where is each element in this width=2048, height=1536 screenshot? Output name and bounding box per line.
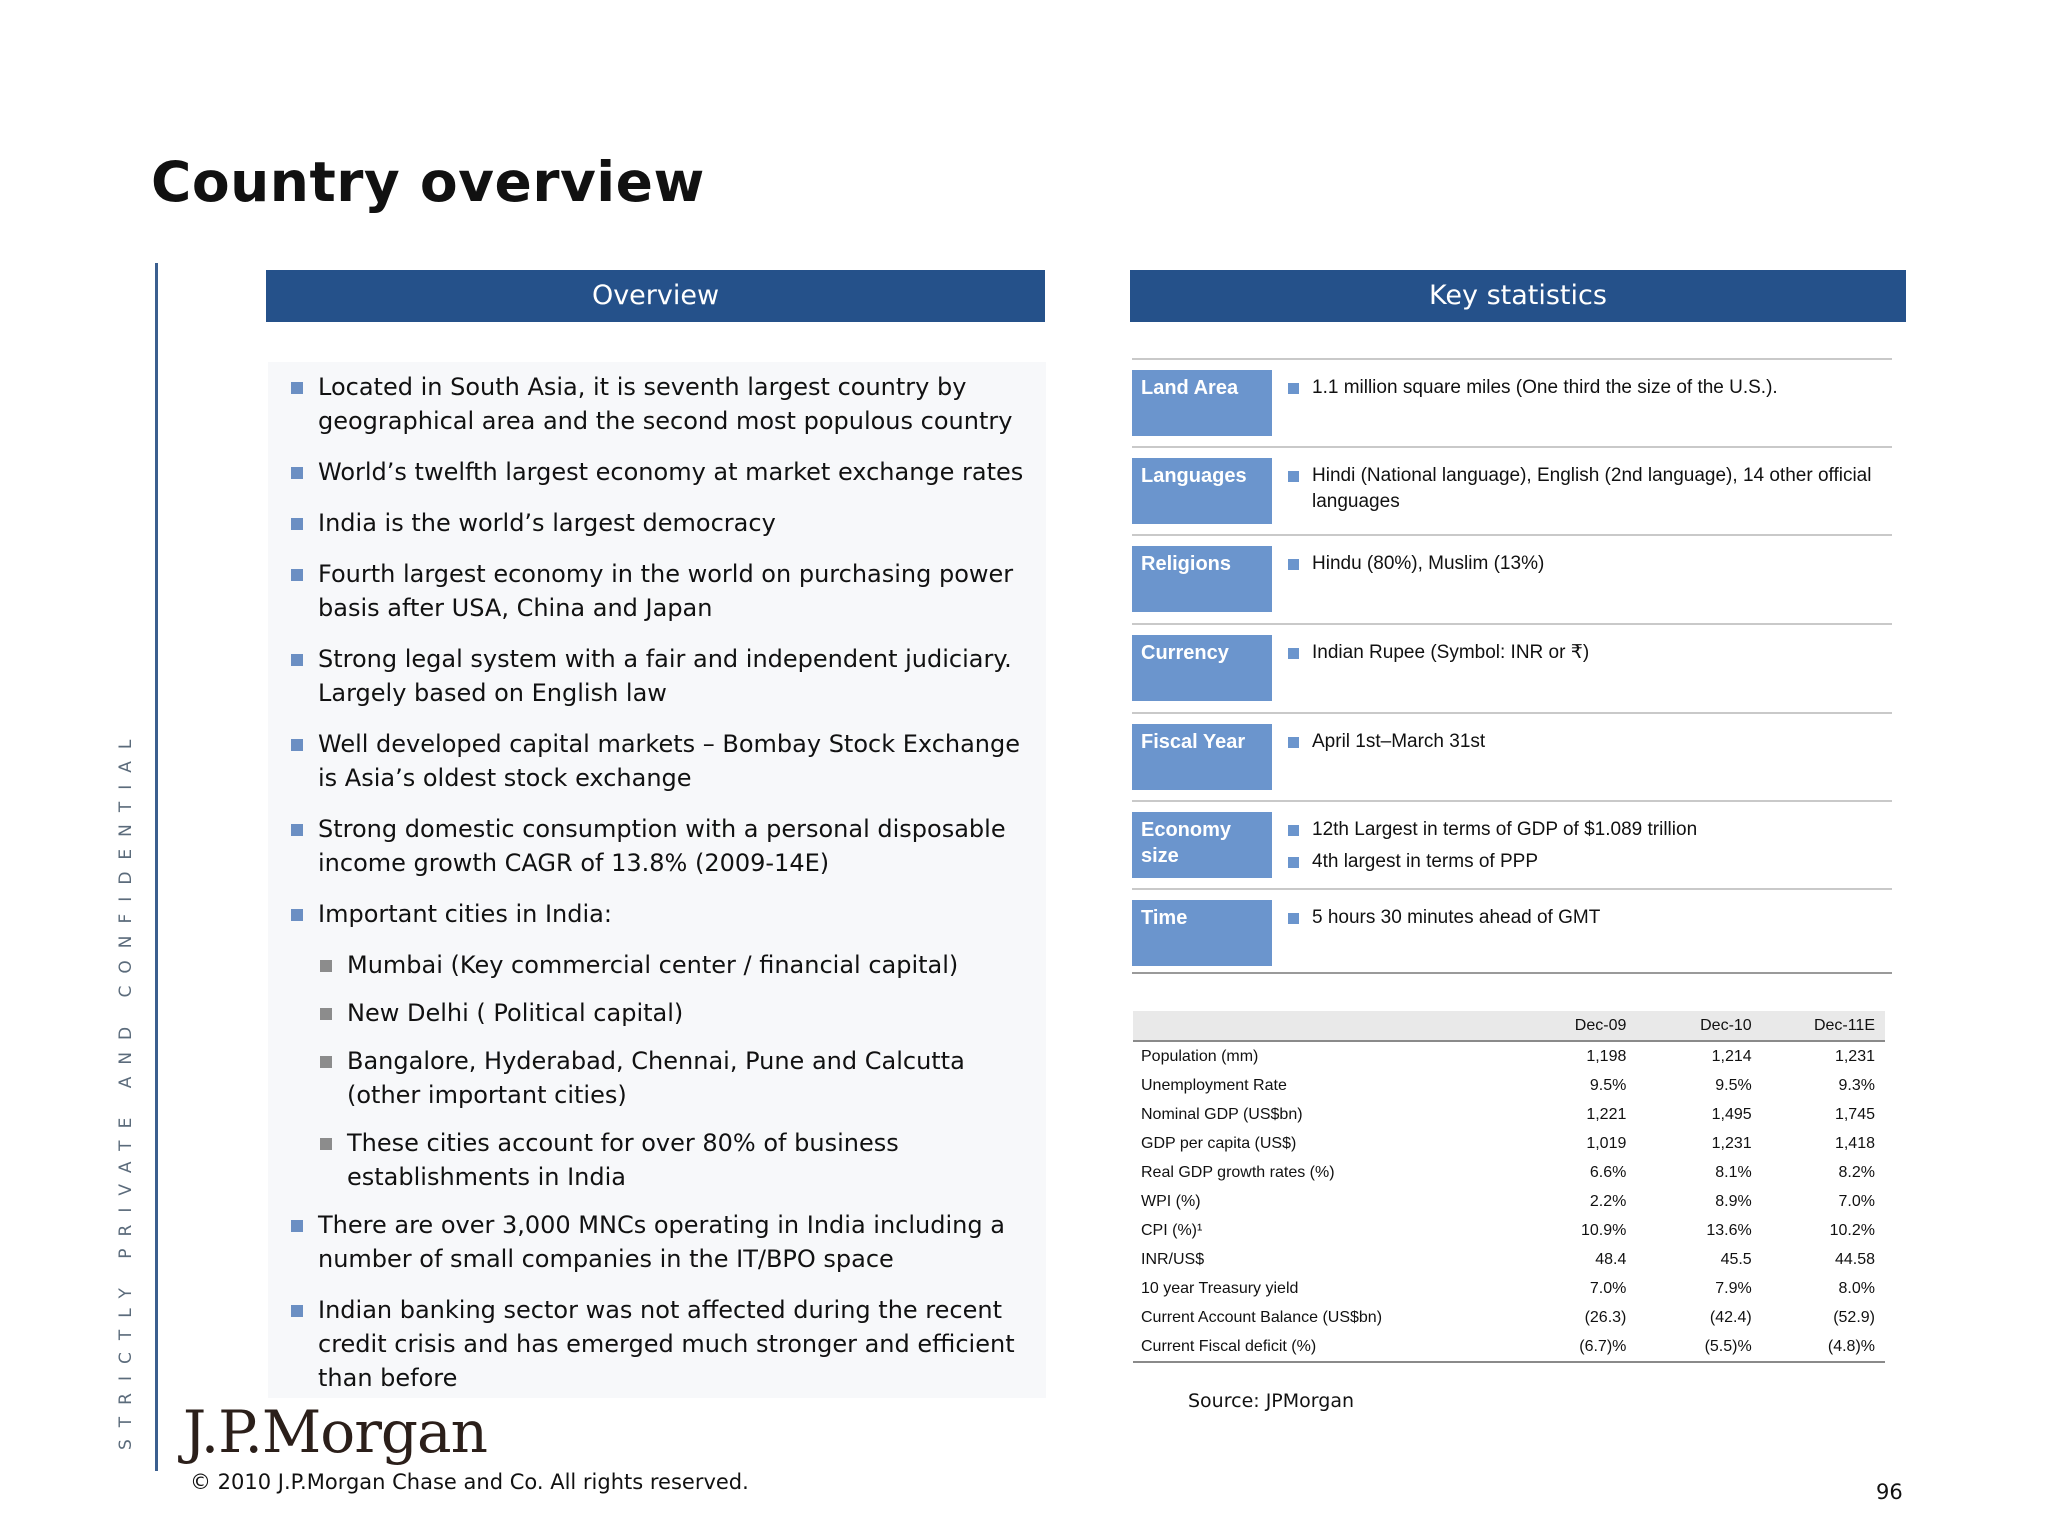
table-cell: 1,745 xyxy=(1834,1105,1875,1123)
economic-indicators-table xyxy=(1133,1011,1885,1363)
square-bullet-icon xyxy=(291,824,303,836)
stat-row xyxy=(1132,446,1892,536)
stat-values xyxy=(1282,905,1882,937)
overview-bullet-text: World’s twelfth largest economy at market exchange rates xyxy=(318,458,1024,486)
table-row-label: INR/US$ xyxy=(1141,1250,1205,1268)
table-row xyxy=(1133,1216,1885,1245)
stat-value-text: April 1st–March 31st xyxy=(1312,731,1486,752)
table-row xyxy=(1133,1041,1885,1071)
overview-header: Overview xyxy=(266,270,1045,322)
stat-label: Languages xyxy=(1132,458,1272,524)
stat-label: Religions xyxy=(1132,546,1272,612)
overview-bullet-list xyxy=(288,370,1038,1412)
table-column-header: Dec-10 xyxy=(1636,1011,1761,1041)
table-cell: 1,231 xyxy=(1834,1047,1875,1065)
stat-label: Time xyxy=(1132,900,1272,966)
stat-values xyxy=(1282,551,1882,583)
square-bullet-icon xyxy=(291,467,303,479)
square-bullet-icon xyxy=(320,1138,332,1150)
square-bullet-icon xyxy=(1288,737,1299,748)
square-bullet-icon xyxy=(291,739,303,751)
overview-bullet-text: India is the world’s largest democracy xyxy=(318,509,776,537)
square-bullet-icon xyxy=(291,909,303,921)
table-row-label: WPI (%) xyxy=(1141,1192,1201,1210)
stat-value xyxy=(1282,729,1882,755)
square-bullet-icon xyxy=(1288,471,1299,482)
stat-value xyxy=(1282,463,1882,515)
table-cell: 45.5 xyxy=(1720,1250,1752,1268)
table-cell: 1,221 xyxy=(1586,1105,1627,1123)
stat-value xyxy=(1282,375,1882,401)
stat-value xyxy=(1282,640,1882,666)
overview-bullet xyxy=(288,812,1038,880)
stat-row xyxy=(1132,623,1892,713)
table-cell: (6.7)% xyxy=(1523,1332,1636,1362)
table-row xyxy=(1133,1129,1885,1158)
overview-bullet-text: Indian banking sector was not affected during the recent credit crisis and has emerged much stronger and efficient than before xyxy=(318,1296,1015,1392)
confidentiality-label: STRICTLY PRIVATE AND CONFIDENTIAL xyxy=(116,727,136,1450)
overview-sub-bullet xyxy=(288,1126,1038,1194)
table-cell: 9.5% xyxy=(1715,1076,1752,1094)
source-note: Source: JPMorgan xyxy=(1188,1390,1354,1412)
left-vertical-rule xyxy=(155,263,158,1471)
stat-value xyxy=(1282,905,1882,931)
overview-bullet-text: Important cities in India: xyxy=(318,900,612,928)
stat-values xyxy=(1282,729,1882,761)
table-cell: 1,418 xyxy=(1834,1134,1875,1152)
stat-value-text: Hindu (80%), Muslim (13%) xyxy=(1312,553,1545,574)
square-bullet-icon xyxy=(291,518,303,530)
table-body xyxy=(1133,1041,1885,1362)
stat-row xyxy=(1132,358,1892,448)
table-cell: 7.0% xyxy=(1838,1192,1875,1210)
stat-values xyxy=(1282,375,1882,407)
table-row-label: Real GDP growth rates (%) xyxy=(1141,1163,1335,1181)
stats-bottom-rule xyxy=(1132,972,1892,974)
square-bullet-icon xyxy=(291,569,303,581)
table-cell: 8.9% xyxy=(1715,1192,1752,1210)
square-bullet-icon xyxy=(1288,648,1299,659)
table-row-label: Unemployment Rate xyxy=(1141,1076,1287,1094)
table-row xyxy=(1133,1187,1885,1216)
table-cell: 7.9% xyxy=(1715,1279,1752,1297)
overview-bullet xyxy=(288,897,1038,931)
table-cell: (26.3) xyxy=(1584,1308,1627,1326)
table-cell: 8.0% xyxy=(1838,1279,1875,1297)
table-cell: (42.4) xyxy=(1709,1308,1752,1326)
table-cell: 1,495 xyxy=(1711,1105,1752,1123)
table-cell: 13.6% xyxy=(1706,1221,1752,1239)
square-bullet-icon xyxy=(320,1008,332,1020)
table-row-label: Nominal GDP (US$bn) xyxy=(1141,1105,1303,1123)
overview-bullet-text: Strong legal system with a fair and independent judiciary. Largely based on English law xyxy=(318,645,1012,707)
overview-bullet xyxy=(288,370,1038,438)
overview-bullet-text: Bangalore, Hyderabad, Chennai, Pune and Calcutta (other important cities) xyxy=(347,1047,965,1109)
table-row-label: CPI (%)¹ xyxy=(1141,1221,1203,1239)
stat-value xyxy=(1282,849,1882,875)
copyright-notice: © 2010 J.P.Morgan Chase and Co. All rights reserved. xyxy=(190,1470,749,1494)
table-cell: 1,198 xyxy=(1586,1047,1627,1065)
square-bullet-icon xyxy=(1288,913,1299,924)
overview-sub-bullet xyxy=(288,1044,1038,1112)
overview-bullet-text: Fourth largest economy in the world on purchasing power basis after USA, China and Japan xyxy=(318,560,1014,622)
overview-bullet-text: These cities account for over 80% of business establishments in India xyxy=(347,1129,899,1191)
table-cell: 9.5% xyxy=(1589,1076,1627,1094)
overview-bullet xyxy=(288,1293,1038,1395)
stat-value-text: 1.1 million square miles (One third the size of the U.S.). xyxy=(1312,377,1778,398)
table-row-label: Current Fiscal deficit (%) xyxy=(1133,1332,1523,1362)
table-column-header: Dec-11E xyxy=(1762,1011,1885,1041)
overview-bullet xyxy=(288,642,1038,710)
stat-label: Economy size xyxy=(1132,812,1272,878)
square-bullet-icon xyxy=(1288,825,1299,836)
stat-row xyxy=(1132,712,1892,802)
square-bullet-icon xyxy=(320,1056,332,1068)
stat-label: Land Area xyxy=(1132,370,1272,436)
overview-panel xyxy=(268,362,1046,1398)
square-bullet-icon xyxy=(291,654,303,666)
table-row xyxy=(1133,1274,1885,1303)
table-row xyxy=(1133,1100,1885,1129)
overview-bullet-text: Strong domestic consumption with a personal disposable income growth CAGR of 13.8% (2009-14E) xyxy=(318,815,1006,877)
overview-bullet-text: Located in South Asia, it is seventh largest country by geographical area and the second most populous country xyxy=(318,373,1013,435)
overview-bullet xyxy=(288,455,1038,489)
table-cell: (52.9) xyxy=(1833,1308,1875,1326)
table-cell: (4.8)% xyxy=(1762,1332,1885,1362)
overview-sub-bullet xyxy=(288,948,1038,982)
overview-bullet xyxy=(288,506,1038,540)
square-bullet-icon xyxy=(291,382,303,394)
table-cell: 6.6% xyxy=(1589,1163,1627,1181)
overview-bullet-text: There are over 3,000 MNCs operating in India including a number of small companies in the IT/BPO space xyxy=(318,1211,1005,1273)
table-cell: 1,019 xyxy=(1586,1134,1627,1152)
table-row xyxy=(1133,1071,1885,1100)
table-row-label: Current Account Balance (US$bn) xyxy=(1141,1308,1383,1326)
table-cell: 1,231 xyxy=(1711,1134,1752,1152)
square-bullet-icon xyxy=(1288,857,1299,868)
square-bullet-icon xyxy=(320,960,332,972)
table-row xyxy=(1133,1245,1885,1274)
stat-value-text: 4th largest in terms of PPP xyxy=(1312,851,1538,872)
table-cell: 48.4 xyxy=(1595,1250,1627,1268)
stat-value xyxy=(1282,551,1882,577)
page-number: 96 xyxy=(1876,1480,1903,1504)
table-cell: 44.58 xyxy=(1834,1250,1875,1268)
overview-bullet-text: Mumbai (Key commercial center / financial capital) xyxy=(347,951,959,979)
overview-bullet-text: New Delhi ( Political capital) xyxy=(347,999,684,1027)
stat-label: Fiscal Year xyxy=(1132,724,1272,790)
table-row-label: 10 year Treasury yield xyxy=(1141,1279,1299,1297)
stat-values xyxy=(1282,817,1882,881)
stat-label: Currency xyxy=(1132,635,1272,701)
stat-value xyxy=(1282,817,1882,843)
stat-values xyxy=(1282,463,1882,521)
page-title: Country overview xyxy=(151,150,705,214)
stat-value-text: Hindi (National language), English (2nd language), 14 other official languages xyxy=(1312,465,1872,512)
overview-bullet xyxy=(288,557,1038,625)
table-cell: 1,214 xyxy=(1711,1047,1752,1065)
table-row-label: Population (mm) xyxy=(1141,1047,1259,1065)
overview-bullet xyxy=(288,727,1038,795)
overview-bullet-text: Well developed capital markets – Bombay Stock Exchange is Asia’s oldest stock exchange xyxy=(318,730,1021,792)
table-row xyxy=(1133,1158,1885,1187)
table-cell: 9.3% xyxy=(1838,1076,1875,1094)
table-corner-header xyxy=(1133,1011,1523,1041)
stat-row xyxy=(1132,888,1892,978)
stat-value-text: 5 hours 30 minutes ahead of GMT xyxy=(1312,907,1601,928)
table-cell: (5.5)% xyxy=(1636,1332,1761,1362)
stat-values xyxy=(1282,640,1882,672)
table-header-row xyxy=(1133,1011,1885,1041)
table-cell: 8.1% xyxy=(1715,1163,1752,1181)
stat-row xyxy=(1132,800,1892,890)
square-bullet-icon xyxy=(291,1220,303,1232)
table-cell: 10.2% xyxy=(1829,1221,1875,1239)
key-statistics-header: Key statistics xyxy=(1130,270,1906,322)
square-bullet-icon xyxy=(1288,383,1299,394)
stat-value-text: Indian Rupee (Symbol: INR or ₹) xyxy=(1312,642,1590,663)
overview-sub-bullet xyxy=(288,996,1038,1030)
table-cell: 8.2% xyxy=(1838,1163,1875,1181)
table-cell: 10.9% xyxy=(1581,1221,1627,1239)
table-cell: 7.0% xyxy=(1589,1279,1627,1297)
table-row xyxy=(1133,1303,1885,1332)
overview-bullet xyxy=(288,1208,1038,1276)
table-row xyxy=(1133,1332,1885,1362)
square-bullet-icon xyxy=(291,1305,303,1317)
table-row-label: GDP per capita (US$) xyxy=(1141,1134,1297,1152)
square-bullet-icon xyxy=(1288,559,1299,570)
table-column-header: Dec-09 xyxy=(1523,1011,1636,1041)
table-cell: 2.2% xyxy=(1589,1192,1627,1210)
stat-value-text: 12th Largest in terms of GDP of $1.089 trillion xyxy=(1312,819,1698,840)
jpmorgan-logo: J.P.Morgan xyxy=(183,1398,487,1466)
stat-row xyxy=(1132,534,1892,624)
